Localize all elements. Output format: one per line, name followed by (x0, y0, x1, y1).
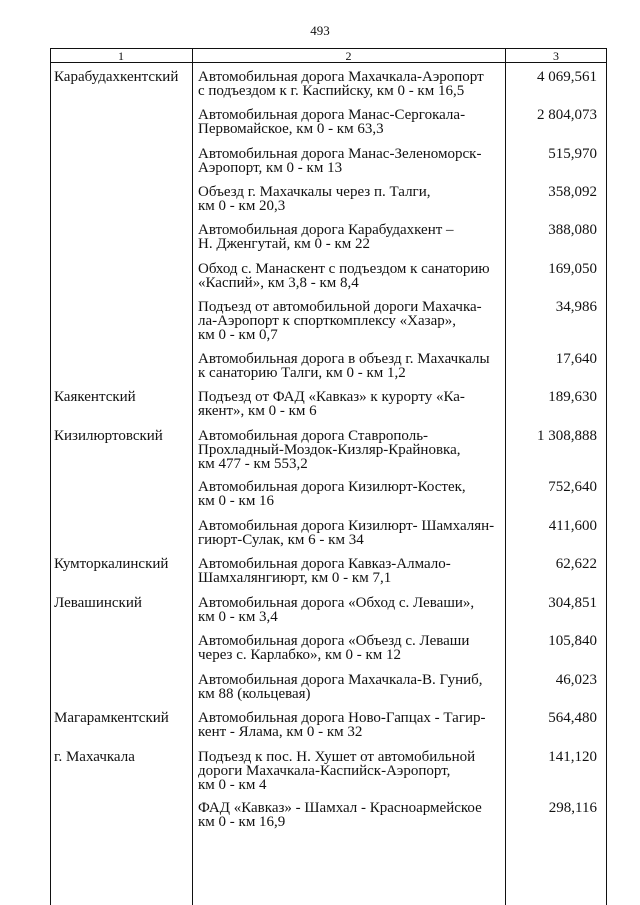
column-header-1: 1 (118, 49, 124, 63)
road-description-line: км 0 - км 16,9 (198, 814, 286, 830)
road-description-cell (198, 147, 503, 175)
road-description-line: через с. Карлабко», км 0 - км 12 (198, 647, 401, 663)
column-divider-1 (192, 48, 193, 905)
district-cell: Магарамкентский (54, 710, 169, 726)
road-description-line: дороги Махачкала-Каспийск-Аэропорт, (198, 763, 451, 779)
road-description-line: км 0 - км 20,3 (198, 198, 286, 214)
road-description-cell (198, 390, 503, 418)
road-description-line: Автомобильная дорога в объезд г. Махачкалы (198, 351, 490, 367)
road-description-cell (198, 750, 503, 792)
page-number: 493 (310, 23, 330, 38)
column-header-3: 3 (553, 49, 559, 63)
road-description-line: Подъезд от ФАД «Кавказ» к курорту «Ка- (198, 389, 465, 405)
amount-cell: 515,970 (548, 146, 597, 162)
amount-cell: 304,851 (548, 595, 597, 611)
amount-cell: 358,092 (548, 184, 597, 200)
road-description-line: Автомобильная дорога Манас-Зеленоморск- (198, 146, 482, 162)
road-description-line: Автомобильная дорога «Обход с. Леваши», (198, 595, 475, 611)
district-cell: Кизилюртовский (54, 428, 163, 444)
road-description-line: Аэропорт, км 0 - км 13 (198, 160, 343, 176)
road-description-cell (198, 557, 503, 585)
amount-cell: 17,640 (555, 351, 597, 367)
amount-cell: 564,480 (548, 710, 597, 726)
road-description-line: Подъезд к пос. Н. Хушет от автомобильной (198, 749, 476, 765)
table-top-border (50, 48, 607, 49)
table-left-border (50, 48, 51, 905)
road-description-line: гиюрт-Сулак, км 6 - км 34 (198, 532, 364, 548)
district-cell: Каякентский (54, 389, 136, 405)
road-description-line: Автомобильная дорога Ново-Гапцах - Тагир- (198, 710, 486, 726)
district-cell: Кумторкалинский (54, 556, 169, 572)
table-right-border (606, 48, 607, 905)
amount-cell: 298,116 (548, 800, 597, 816)
amount-cell: 62,622 (555, 556, 597, 572)
road-description-line: км 0 - км 3,4 (198, 609, 278, 625)
road-description-line: Подъезд от автомобильной дороги Махачка- (198, 299, 482, 315)
road-description-line: Автомобильная дорога Кизилюрт-Костек, (198, 479, 466, 495)
amount-cell: 141,120 (548, 749, 597, 765)
road-description-line: Автомобильная дорога Ставрополь- (198, 428, 429, 444)
road-description-cell (198, 480, 503, 508)
road-description-cell (198, 519, 503, 547)
road-description-cell (198, 711, 503, 739)
amount-cell: 34,986 (555, 299, 597, 315)
amount-cell: 1 308,888 (537, 428, 597, 444)
road-description-line: Автомобильная дорога Карабудахкент – (198, 222, 454, 238)
column-header-2: 2 (345, 49, 352, 63)
road-description-cell (198, 223, 503, 251)
road-description-line: Автомобильная дорога Махачкала-Аэропорт (198, 69, 484, 85)
road-description-line: Автомобильная дорога Кизилюрт- Шамхалян- (198, 518, 495, 534)
road-description-cell (198, 300, 503, 342)
road-description-line: Прохладный-Моздок-Кизляр-Крайновка, (198, 442, 461, 458)
road-description-line: Н. Дженгутай, км 0 - км 22 (198, 236, 371, 252)
road-description-cell (198, 262, 503, 290)
road-description-line: «Каспий», км 3,8 - км 8,4 (198, 275, 359, 291)
road-description-line: кент - Ялама, км 0 - км 32 (198, 724, 363, 740)
road-description-line: Обход с. Манаскент с подъездом к санаторию (198, 261, 490, 277)
road-description-line: Шамхалянгиюрт, км 0 - км 7,1 (198, 570, 392, 586)
road-description-line: Объезд г. Махачкалы через п. Талги, (198, 184, 431, 200)
road-funding-table (50, 48, 607, 905)
district-cell: Карабудахкентский (54, 69, 179, 85)
road-description-line: с подъездом к г. Каспийску, км 0 - км 16,5 (198, 83, 465, 99)
road-description-cell (198, 352, 503, 380)
road-description-line: км 88 (кольцевая) (198, 686, 311, 702)
road-description-line: Первомайское, км 0 - км 63,3 (198, 121, 384, 137)
header-bottom-border (50, 62, 607, 63)
road-description-line: якент», км 0 - км 6 (198, 403, 317, 419)
road-description-cell (198, 596, 503, 624)
road-description-cell (198, 185, 503, 213)
road-description-line: ФАД «Кавказ» - Шамхал - Красноармейское (198, 800, 482, 816)
district-cell: г. Махачкала (54, 749, 135, 765)
amount-cell: 2 804,073 (537, 107, 597, 123)
road-description-line: км 0 - км 16 (198, 493, 275, 509)
amount-cell: 752,640 (548, 479, 597, 495)
amount-cell: 411,600 (548, 518, 597, 534)
road-description-line: Автомобильная дорога «Объезд с. Леваши (198, 633, 470, 649)
amount-cell: 189,630 (548, 389, 597, 405)
district-cell: Левашинский (54, 595, 142, 611)
amount-cell: 388,080 (548, 222, 597, 238)
road-description-line: Автомобильная дорога Махачкала-В. Гуниб, (198, 672, 483, 688)
road-description-line: ла-Аэропорт к спорткомплексу «Хазар», (198, 313, 456, 329)
road-description-cell (198, 801, 503, 829)
amount-cell: 105,840 (548, 633, 597, 649)
amount-cell: 169,050 (548, 261, 597, 277)
amount-cell: 4 069,561 (537, 69, 597, 85)
road-description-cell (198, 673, 503, 701)
road-description-line: км 0 - км 4 (198, 777, 267, 793)
road-description-cell (198, 634, 503, 662)
road-description-line: Автомобильная дорога Кавказ-Алмало- (198, 556, 451, 572)
road-description-cell (198, 108, 503, 136)
road-description-line: Автомобильная дорога Манас-Сергокала- (198, 107, 466, 123)
road-description-line: км 477 - км 553,2 (198, 456, 308, 472)
column-divider-2 (505, 48, 506, 905)
road-description-line: км 0 - км 0,7 (198, 327, 278, 343)
road-description-line: к санаторию Талги, км 0 - км 1,2 (198, 365, 406, 381)
amount-cell: 46,023 (555, 672, 597, 688)
road-description-cell (198, 70, 503, 98)
road-description-cell (198, 429, 503, 471)
